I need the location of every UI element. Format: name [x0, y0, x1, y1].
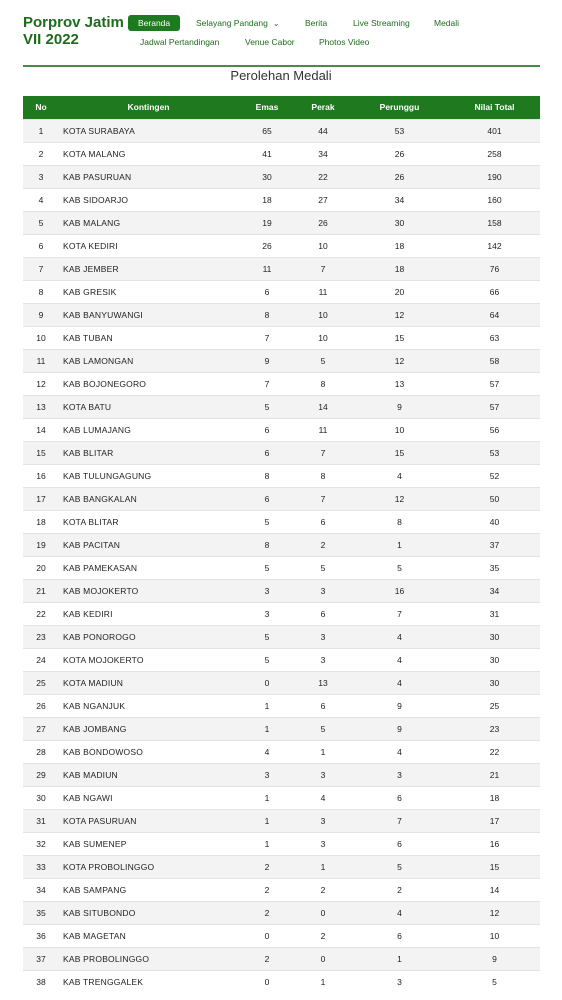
- col-header-nilai-total: Nilai Total: [449, 96, 540, 119]
- table-row: [23, 441, 540, 464]
- cell-kontingen: KAB GRESIK: [59, 280, 238, 303]
- cell-perak: 0: [296, 901, 350, 924]
- cell-kontingen: KOTA BLITAR: [59, 510, 238, 533]
- table-row: [23, 878, 540, 901]
- cell-no: 21: [23, 579, 59, 602]
- cell-perunggu: 15: [350, 326, 449, 349]
- table-row: [23, 211, 540, 234]
- cell-perak: 6: [296, 510, 350, 533]
- cell-perunggu: 26: [350, 165, 449, 188]
- cell-no: 37: [23, 947, 59, 970]
- table-row: [23, 234, 540, 257]
- cell-emas: 5: [238, 625, 296, 648]
- cell-nilai-total: 142: [449, 234, 540, 257]
- nav-venue-cabor[interactable]: Venue Cabor: [245, 37, 295, 47]
- cell-no: 23: [23, 625, 59, 648]
- table-row: [23, 349, 540, 372]
- cell-kontingen: KAB NGANJUK: [59, 694, 238, 717]
- cell-perunggu: 30: [350, 211, 449, 234]
- table-header-row: [23, 96, 540, 119]
- cell-perunggu: 5: [350, 855, 449, 878]
- cell-perak: 27: [296, 188, 350, 211]
- cell-nilai-total: 66: [449, 280, 540, 303]
- cell-kontingen: KAB PAMEKASAN: [59, 556, 238, 579]
- cell-no: 36: [23, 924, 59, 947]
- cell-nilai-total: 21: [449, 763, 540, 786]
- cell-perunggu: 9: [350, 694, 449, 717]
- cell-perunggu: 53: [350, 119, 449, 142]
- table-row: [23, 740, 540, 763]
- cell-kontingen: KAB BOJONEGORO: [59, 372, 238, 395]
- cell-no: 22: [23, 602, 59, 625]
- cell-perunggu: 20: [350, 280, 449, 303]
- cell-no: 30: [23, 786, 59, 809]
- cell-no: 27: [23, 717, 59, 740]
- cell-no: 1: [23, 119, 59, 142]
- col-header-perak: Perak: [296, 96, 350, 119]
- table-row: [23, 809, 540, 832]
- cell-perunggu: 6: [350, 832, 449, 855]
- cell-emas: 0: [238, 671, 296, 694]
- cell-emas: 30: [238, 165, 296, 188]
- table-row: [23, 257, 540, 280]
- medal-table: [23, 96, 540, 993]
- cell-perunggu: 26: [350, 142, 449, 165]
- cell-no: 34: [23, 878, 59, 901]
- cell-perunggu: 12: [350, 349, 449, 372]
- cell-perak: 3: [296, 579, 350, 602]
- cell-perak: 7: [296, 487, 350, 510]
- cell-no: 8: [23, 280, 59, 303]
- cell-emas: 41: [238, 142, 296, 165]
- cell-perak: 4: [296, 786, 350, 809]
- cell-perak: 3: [296, 809, 350, 832]
- table-row: [23, 625, 540, 648]
- cell-kontingen: KAB SAMPANG: [59, 878, 238, 901]
- cell-perunggu: 7: [350, 602, 449, 625]
- cell-perunggu: 13: [350, 372, 449, 395]
- cell-kontingen: KAB PASURUAN: [59, 165, 238, 188]
- cell-perak: 13: [296, 671, 350, 694]
- page-title: Perolehan Medali: [230, 68, 332, 83]
- table-row: [23, 326, 540, 349]
- cell-perak: 5: [296, 556, 350, 579]
- cell-kontingen: KAB TRENGGALEK: [59, 970, 238, 993]
- cell-nilai-total: 16: [449, 832, 540, 855]
- cell-no: 13: [23, 395, 59, 418]
- cell-perunggu: 4: [350, 901, 449, 924]
- cell-emas: 6: [238, 487, 296, 510]
- cell-nilai-total: 190: [449, 165, 540, 188]
- cell-emas: 4: [238, 740, 296, 763]
- cell-nilai-total: 25: [449, 694, 540, 717]
- cell-kontingen: KAB LUMAJANG: [59, 418, 238, 441]
- cell-perak: 10: [296, 303, 350, 326]
- cell-perak: 6: [296, 602, 350, 625]
- cell-emas: 2: [238, 878, 296, 901]
- table-row: [23, 901, 540, 924]
- cell-nilai-total: 10: [449, 924, 540, 947]
- cell-nilai-total: 18: [449, 786, 540, 809]
- table-row: [23, 142, 540, 165]
- cell-emas: 6: [238, 441, 296, 464]
- cell-no: 3: [23, 165, 59, 188]
- table-row: [23, 372, 540, 395]
- cell-kontingen: KAB JOMBANG: [59, 717, 238, 740]
- cell-no: 20: [23, 556, 59, 579]
- cell-no: 25: [23, 671, 59, 694]
- cell-kontingen: KAB JEMBER: [59, 257, 238, 280]
- cell-nilai-total: 63: [449, 326, 540, 349]
- col-header-emas: Emas: [238, 96, 296, 119]
- cell-perak: 8: [296, 372, 350, 395]
- cell-kontingen: KOTA KEDIRI: [59, 234, 238, 257]
- cell-kontingen: KOTA MADIUN: [59, 671, 238, 694]
- cell-perunggu: 12: [350, 487, 449, 510]
- cell-nilai-total: 37: [449, 533, 540, 556]
- cell-kontingen: KAB MADIUN: [59, 763, 238, 786]
- cell-perak: 10: [296, 234, 350, 257]
- cell-kontingen: KAB MOJOKERTO: [59, 579, 238, 602]
- cell-emas: 2: [238, 901, 296, 924]
- cell-emas: 6: [238, 280, 296, 303]
- cell-emas: 7: [238, 326, 296, 349]
- cell-emas: 8: [238, 533, 296, 556]
- cell-perunggu: 4: [350, 625, 449, 648]
- nav-berita[interactable]: Berita: [305, 18, 328, 28]
- cell-nilai-total: 58: [449, 349, 540, 372]
- cell-nilai-total: 35: [449, 556, 540, 579]
- table-row: [23, 717, 540, 740]
- cell-no: 19: [23, 533, 59, 556]
- cell-perak: 2: [296, 878, 350, 901]
- table-row: [23, 165, 540, 188]
- cell-emas: 5: [238, 648, 296, 671]
- cell-emas: 0: [238, 924, 296, 947]
- cell-no: 15: [23, 441, 59, 464]
- cell-no: 14: [23, 418, 59, 441]
- cell-perunggu: 4: [350, 740, 449, 763]
- cell-nilai-total: 57: [449, 395, 540, 418]
- cell-perak: 3: [296, 625, 350, 648]
- cell-nilai-total: 22: [449, 740, 540, 763]
- cell-no: 12: [23, 372, 59, 395]
- cell-no: 38: [23, 970, 59, 993]
- table-row: [23, 763, 540, 786]
- cell-nilai-total: 50: [449, 487, 540, 510]
- cell-perunggu: 16: [350, 579, 449, 602]
- cell-nilai-total: 64: [449, 303, 540, 326]
- cell-no: 10: [23, 326, 59, 349]
- cell-nilai-total: 52: [449, 464, 540, 487]
- site-title-line1: Porprov Jatim: [23, 14, 124, 31]
- cell-no: 4: [23, 188, 59, 211]
- cell-emas: 2: [238, 947, 296, 970]
- table-row: [23, 395, 540, 418]
- cell-no: 7: [23, 257, 59, 280]
- cell-perak: 6: [296, 694, 350, 717]
- cell-perak: 26: [296, 211, 350, 234]
- table-row: [23, 533, 540, 556]
- cell-perunggu: 18: [350, 257, 449, 280]
- cell-perunggu: 4: [350, 671, 449, 694]
- cell-no: 26: [23, 694, 59, 717]
- cell-perak: 7: [296, 257, 350, 280]
- cell-nilai-total: 23: [449, 717, 540, 740]
- cell-kontingen: KOTA BATU: [59, 395, 238, 418]
- cell-perunggu: 12: [350, 303, 449, 326]
- cell-kontingen: KOTA MALANG: [59, 142, 238, 165]
- cell-kontingen: KAB TULUNGAGUNG: [59, 464, 238, 487]
- table-row: [23, 855, 540, 878]
- cell-emas: 3: [238, 602, 296, 625]
- cell-kontingen: KAB SITUBONDO: [59, 901, 238, 924]
- cell-nilai-total: 14: [449, 878, 540, 901]
- cell-kontingen: KAB SUMENEP: [59, 832, 238, 855]
- cell-nilai-total: 17: [449, 809, 540, 832]
- cell-emas: 5: [238, 510, 296, 533]
- cell-nilai-total: 15: [449, 855, 540, 878]
- nav-beranda[interactable]: Beranda: [128, 15, 180, 31]
- cell-perak: 1: [296, 855, 350, 878]
- cell-perunggu: 6: [350, 924, 449, 947]
- table-row: [23, 418, 540, 441]
- cell-perak: 5: [296, 717, 350, 740]
- cell-perak: 44: [296, 119, 350, 142]
- cell-no: 2: [23, 142, 59, 165]
- cell-nilai-total: 34: [449, 579, 540, 602]
- cell-no: 28: [23, 740, 59, 763]
- cell-nilai-total: 9: [449, 947, 540, 970]
- medal-table-body: [23, 119, 540, 993]
- cell-no: 6: [23, 234, 59, 257]
- cell-kontingen: KAB PACITAN: [59, 533, 238, 556]
- cell-no: 31: [23, 809, 59, 832]
- cell-emas: 3: [238, 763, 296, 786]
- cell-emas: 9: [238, 349, 296, 372]
- cell-emas: 2: [238, 855, 296, 878]
- cell-emas: 1: [238, 694, 296, 717]
- table-row: [23, 924, 540, 947]
- cell-perak: 22: [296, 165, 350, 188]
- cell-perunggu: 10: [350, 418, 449, 441]
- cell-kontingen: KOTA MOJOKERTO: [59, 648, 238, 671]
- cell-emas: 6: [238, 418, 296, 441]
- cell-emas: 5: [238, 556, 296, 579]
- cell-nilai-total: 53: [449, 441, 540, 464]
- table-row: [23, 556, 540, 579]
- cell-perak: 3: [296, 763, 350, 786]
- cell-nilai-total: 158: [449, 211, 540, 234]
- cell-no: 17: [23, 487, 59, 510]
- site-logo-title[interactable]: [23, 14, 124, 48]
- cell-nilai-total: 401: [449, 119, 540, 142]
- cell-perak: 3: [296, 832, 350, 855]
- cell-nilai-total: 40: [449, 510, 540, 533]
- cell-perak: 0: [296, 947, 350, 970]
- cell-kontingen: KAB BANGKALAN: [59, 487, 238, 510]
- table-row: [23, 303, 540, 326]
- cell-kontingen: KAB NGAWI: [59, 786, 238, 809]
- cell-perunggu: 3: [350, 970, 449, 993]
- cell-no: 9: [23, 303, 59, 326]
- cell-perunggu: 4: [350, 464, 449, 487]
- col-header-no: No: [23, 96, 59, 119]
- cell-perak: 2: [296, 533, 350, 556]
- cell-nilai-total: 30: [449, 671, 540, 694]
- cell-emas: 3: [238, 579, 296, 602]
- cell-kontingen: KOTA PASURUAN: [59, 809, 238, 832]
- cell-kontingen: KOTA SURABAYA: [59, 119, 238, 142]
- cell-kontingen: KAB PROBOLINGGO: [59, 947, 238, 970]
- cell-perunggu: 34: [350, 188, 449, 211]
- nav-live-streaming[interactable]: Live Streaming: [353, 18, 410, 28]
- cell-perak: 5: [296, 349, 350, 372]
- cell-kontingen: KAB LAMONGAN: [59, 349, 238, 372]
- cell-perak: 10: [296, 326, 350, 349]
- col-header-perunggu: Perunggu: [350, 96, 449, 119]
- table-row: [23, 119, 540, 142]
- nav-selayang-pandang[interactable]: [196, 18, 280, 28]
- cell-no: 29: [23, 763, 59, 786]
- cell-emas: 1: [238, 786, 296, 809]
- table-row: [23, 970, 540, 993]
- cell-emas: 18: [238, 188, 296, 211]
- cell-perak: 3: [296, 648, 350, 671]
- cell-no: 11: [23, 349, 59, 372]
- cell-emas: 7: [238, 372, 296, 395]
- table-row: [23, 510, 540, 533]
- cell-perunggu: 2: [350, 878, 449, 901]
- cell-nilai-total: 56: [449, 418, 540, 441]
- cell-kontingen: KAB BANYUWANGI: [59, 303, 238, 326]
- cell-emas: 5: [238, 395, 296, 418]
- table-row: [23, 464, 540, 487]
- cell-nilai-total: 31: [449, 602, 540, 625]
- cell-perunggu: 6: [350, 786, 449, 809]
- cell-kontingen: KOTA PROBOLINGGO: [59, 855, 238, 878]
- cell-kontingen: KAB PONOROGO: [59, 625, 238, 648]
- cell-perunggu: 7: [350, 809, 449, 832]
- cell-emas: 8: [238, 303, 296, 326]
- cell-perak: 1: [296, 740, 350, 763]
- cell-kontingen: KAB MAGETAN: [59, 924, 238, 947]
- cell-nilai-total: 12: [449, 901, 540, 924]
- cell-nilai-total: 30: [449, 625, 540, 648]
- cell-kontingen: KAB BONDOWOSO: [59, 740, 238, 763]
- cell-nilai-total: 160: [449, 188, 540, 211]
- site-header: [0, 0, 562, 66]
- cell-no: 18: [23, 510, 59, 533]
- cell-kontingen: KAB BLITAR: [59, 441, 238, 464]
- cell-kontingen: KAB KEDIRI: [59, 602, 238, 625]
- table-row: [23, 280, 540, 303]
- cell-perunggu: 18: [350, 234, 449, 257]
- cell-perunggu: 5: [350, 556, 449, 579]
- table-row: [23, 188, 540, 211]
- table-row: [23, 487, 540, 510]
- table-row: [23, 648, 540, 671]
- nav-jadwal-pertandingan[interactable]: Jadwal Pertandingan: [140, 37, 220, 47]
- chevron-down-icon: ⌄: [272, 19, 280, 28]
- cell-perunggu: 3: [350, 763, 449, 786]
- cell-nilai-total: 57: [449, 372, 540, 395]
- cell-emas: 8: [238, 464, 296, 487]
- cell-perunggu: 8: [350, 510, 449, 533]
- cell-no: 16: [23, 464, 59, 487]
- cell-emas: 1: [238, 809, 296, 832]
- cell-perak: 1: [296, 970, 350, 993]
- cell-nilai-total: 76: [449, 257, 540, 280]
- col-header-kontingen: Kontingen: [59, 96, 238, 119]
- cell-emas: 65: [238, 119, 296, 142]
- cell-nilai-total: 258: [449, 142, 540, 165]
- cell-no: 35: [23, 901, 59, 924]
- cell-kontingen: KAB TUBAN: [59, 326, 238, 349]
- cell-emas: 11: [238, 257, 296, 280]
- cell-emas: 19: [238, 211, 296, 234]
- cell-kontingen: KAB MALANG: [59, 211, 238, 234]
- nav-selayang-label: Selayang Pandang: [196, 18, 268, 28]
- nav-photos-video[interactable]: Photos Video: [319, 37, 370, 47]
- cell-perak: 11: [296, 280, 350, 303]
- table-row: [23, 579, 540, 602]
- cell-emas: 1: [238, 717, 296, 740]
- cell-perunggu: 1: [350, 947, 449, 970]
- cell-perak: 34: [296, 142, 350, 165]
- table-row: [23, 671, 540, 694]
- cell-perak: 2: [296, 924, 350, 947]
- table-row: [23, 947, 540, 970]
- cell-emas: 26: [238, 234, 296, 257]
- cell-perunggu: 15: [350, 441, 449, 464]
- cell-no: 24: [23, 648, 59, 671]
- table-row: [23, 786, 540, 809]
- cell-perunggu: 4: [350, 648, 449, 671]
- cell-perunggu: 9: [350, 395, 449, 418]
- cell-perunggu: 9: [350, 717, 449, 740]
- nav-medali[interactable]: Medali: [434, 18, 460, 28]
- table-row: [23, 602, 540, 625]
- cell-no: 5: [23, 211, 59, 234]
- cell-perunggu: 1: [350, 533, 449, 556]
- cell-perak: 11: [296, 418, 350, 441]
- site-title-line2: VII 2022: [23, 31, 79, 48]
- cell-perak: 14: [296, 395, 350, 418]
- cell-no: 33: [23, 855, 59, 878]
- cell-kontingen: KAB SIDOARJO: [59, 188, 238, 211]
- cell-perak: 8: [296, 464, 350, 487]
- cell-no: 32: [23, 832, 59, 855]
- cell-nilai-total: 5: [449, 970, 540, 993]
- cell-nilai-total: 30: [449, 648, 540, 671]
- cell-emas: 0: [238, 970, 296, 993]
- header-divider: [23, 65, 540, 67]
- cell-emas: 1: [238, 832, 296, 855]
- cell-perak: 7: [296, 441, 350, 464]
- table-row: [23, 832, 540, 855]
- table-row: [23, 694, 540, 717]
